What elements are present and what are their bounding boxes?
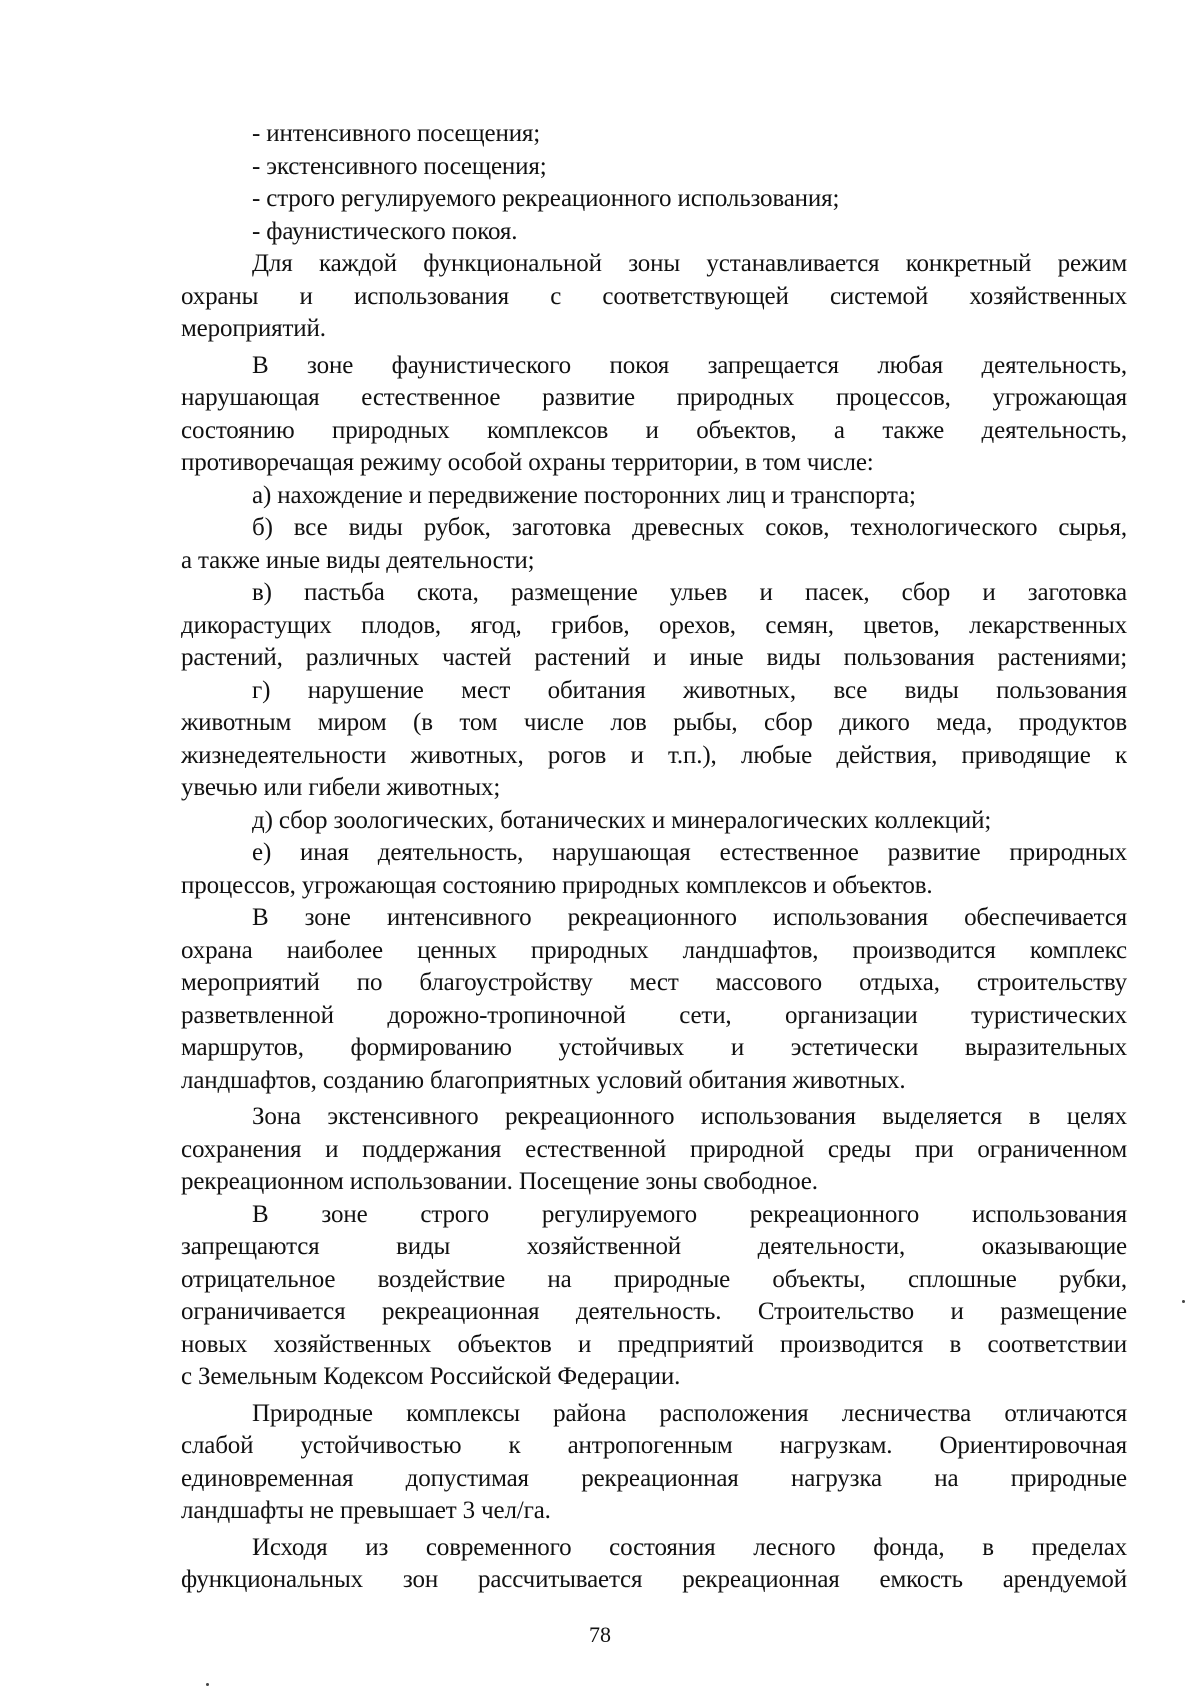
text-line: новых хозяйственных объектов и предприятий производится в соответствии xyxy=(181,1330,1127,1358)
text-line: увечью или гибели животных; xyxy=(181,774,501,801)
text-line: нарушающая естественное развитие природных процессов, угрожающая xyxy=(181,384,1127,411)
text-line: дикорастущих плодов, ягод, грибов, орехов, семян, цветов, лекарственных xyxy=(181,611,1127,639)
text-line: д) сбор зоологических, ботанических и минералогических коллекций; xyxy=(252,806,992,834)
text-line: е) иная деятельность, нарушающая естественное развитие природных xyxy=(252,839,1127,866)
text-line: охраны и использования с соответствующей системой хозяйственных xyxy=(181,282,1127,310)
text-line: запрещаются виды хозяйственной деятельности, оказывающие xyxy=(181,1233,1127,1260)
text-line: а) нахождение и передвижение посторонних лиц и транспорта; xyxy=(252,481,916,509)
text-line: функциональных зон рассчитывается рекреационная емкость арендуемой xyxy=(181,1566,1127,1593)
text-line: - строго регулируемого рекреационного использования; xyxy=(252,185,840,212)
text-line: г) нарушение мест обитания животных, все виды пользования xyxy=(252,676,1127,704)
page-number: 78 xyxy=(589,1622,611,1647)
text-line: состоянию природных комплексов и объектов, а также деятельность, xyxy=(181,416,1127,444)
text-line: разветвленной дорожно-тропиночной сети, организации туристических xyxy=(181,1001,1127,1029)
text-line: В зоне строго регулируемого рекреационного использования xyxy=(252,1200,1127,1228)
text-line: В зоне фаунистического покоя запрещается любая деятельность, xyxy=(252,351,1127,379)
text-line: противоречащая режиму особой охраны территории, в том числе: xyxy=(181,449,874,476)
text-line: жизнедеятельности животных, рогов и т.п.), любые действия, приводящие к xyxy=(181,741,1127,769)
text-line: Зона экстенсивного рекреационного использования выделяется в целях xyxy=(252,1103,1127,1130)
text-line: с Земельным Кодексом Российской Федерации. xyxy=(181,1363,681,1390)
text-line: отрицательное воздействие на природные объекты, сплошные рубки, xyxy=(181,1265,1127,1293)
text-line: ландшафтов, созданию благоприятных условий обитания животных. xyxy=(181,1066,906,1094)
text-line: В зоне интенсивного рекреационного использования обеспечивается xyxy=(252,904,1127,931)
text-line: Исходя из современного состояния лесного фонда, в пределах xyxy=(252,1533,1127,1561)
text-line: животным миром (в том числе лов рыбы, сбор дикого меда, продуктов xyxy=(181,709,1127,736)
text-line: ландшафты не превышает 3 чел/га. xyxy=(181,1497,551,1524)
text-line: растений, различных частей растений и иные виды пользования растениями; xyxy=(181,644,1127,671)
text-line: мероприятий. xyxy=(181,315,326,342)
text-line: Природные комплексы района расположения лесничества отличаются xyxy=(252,1399,1127,1427)
text-line: а также иные виды деятельности; xyxy=(181,546,535,574)
text-line: охрана наиболее ценных природных ландшафтов, производится комплекс xyxy=(181,936,1127,964)
text-line: мероприятий по благоустройству мест массового отдыха, строительству xyxy=(181,969,1127,996)
text-line: маршрутов, формированию устойчивых и эстетически выразительных xyxy=(181,1034,1127,1061)
scan-speck xyxy=(1182,1300,1185,1303)
text-line: Для каждой функциональной зоны устанавливается конкретный режим xyxy=(252,250,1127,277)
document-body xyxy=(181,118,1127,1597)
text-line: в) пастьба скота, размещение ульев и пасек, сбор и заготовка xyxy=(252,579,1127,606)
text-line: - интенсивного посещения; xyxy=(252,120,541,147)
text-line: сохранения и поддержания естественной природной среды при ограниченном xyxy=(181,1135,1127,1163)
text-line: рекреационном использовании. Посещение зоны свободное. xyxy=(181,1168,818,1195)
text-line: слабой устойчивостью к антропогенным нагрузкам. Ориентировочная xyxy=(181,1432,1127,1459)
text-line: - экстенсивного посещения; xyxy=(252,152,547,180)
text-line: единовременная допустимая рекреационная нагрузка на природные xyxy=(181,1464,1127,1492)
text-line: процессов, угрожающая состоянию природных комплексов и объектов. xyxy=(181,871,933,899)
text-line: б) все виды рубок, заготовка древесных соков, технологического сырья, xyxy=(252,514,1127,541)
scan-speck xyxy=(206,1683,209,1686)
text-line: ограничивается рекреационная деятельность. Строительство и размещение xyxy=(181,1298,1127,1325)
text-line: - фаунистического покоя. xyxy=(252,217,518,245)
